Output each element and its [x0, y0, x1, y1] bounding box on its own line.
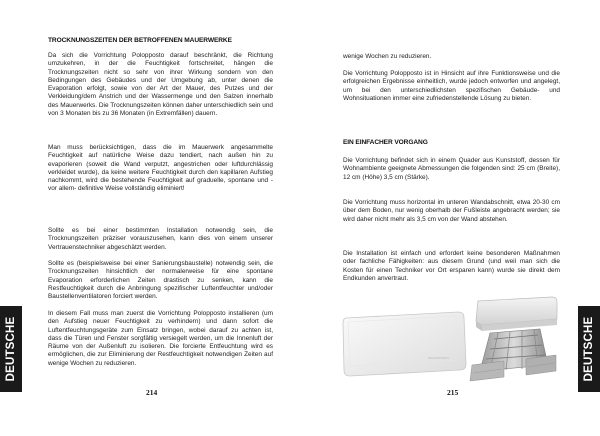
- device-logo: POLOPPOSTO: [428, 356, 449, 360]
- device-bracket-photo: [460, 295, 560, 385]
- page-number: 215: [447, 388, 459, 397]
- side-tab-label: DEUTSCHE: [5, 316, 17, 382]
- paragraph: Die Vorrichtung muss horizontal im unteren Wandabschnitt, etwa 20-30 cm über dem Boden, nur wenig oberhalb der Fußleiste angebracht werden; sie wird daher nicht mehr als 3,5 cm von der Wand abstehen.: [343, 199, 560, 223]
- paragraph: Man muss berücksichtigen, dass die im Mauerwerk angesammelte Feuchtigkeit auf natürliche Weise dazu tendiert, nach außen hin zu evaporieren (soweit die Wand verputzt, angestrichen oder luftdurchlässig verkleidet wurde), da keine weitere Feuchtigkeit durch den kapillaren Aufstieg nachkommt, wird die bestehende Feuchtigkeit auf graduelle, spontane und -vor allem- definitive Weise vollständig eliminiert!: [48, 144, 273, 193]
- paragraph: wenige Wochen zu reduzieren.: [343, 53, 432, 60]
- paragraph: Die Vorrichtung befindet sich in einem Quader aus Kunststoff, dessen für Wohnambiente geeignete Abmessungen die folgenden sind: 25 cm (Breite), 12 cm (Höhe) 3,5 cm (Stärke).: [343, 157, 560, 181]
- side-tab-label: DEUTSCHE: [583, 316, 595, 382]
- page-number: 214: [146, 388, 158, 397]
- paragraph: In diesem Fall muss man zuerst die Vorrichtung Polopposto installieren (um den Aufstieg neuer Feuchtigkeit zu verhindern) und dann sofort die Luftentfeuchtungsgeräte zum Einsatz bringen, wobei darauf zu achten ist, dass die Türen und Fenster sorgfältig versiegelt werden, um die Innenluft der Räume von der Außenluft zu isolieren. Die forcierte Entfeuchtung wird es ermöglichen, die zur Eliminierung der Restfeuchtigkeit notwendigen Zeiten auf wenige Wochen zu reduzieren.: [48, 310, 273, 367]
- device-front-photo: [342, 310, 468, 380]
- section-heading-simple-process: EIN EINFACHER VORGANG: [343, 139, 428, 146]
- language-side-tab: [578, 306, 600, 392]
- paragraph: Da sich die Vorrichtung Polopposto darauf beschränkt, die Richtung umzukehren, in der die Feuchtigkeit fortschreitet, hängen die Trocknungszeiten nicht so sehr von ihrer Wirkung sondern von den Bedingungen des Gebäudes und der Umgebung ab, unter denen die Evaporation erfolgt, sowie von der Art der Mauer, des Putzes und der Verkleidung/dem Anstrich und der Wassermenge und den Salzen innerhalb des Mauerwerks. Die Trocknungszeiten können daher unterschiedlich sein und von 3 Monaten bis zu 36 Monaten (in Extremfällen) dauern.: [48, 52, 273, 117]
- right-page: [300, 0, 600, 436]
- language-side-tab: [0, 306, 22, 392]
- paragraph: Die Vorrichtung Polopposto ist in Hinsicht auf ihre Funktionsweise und die erfolgreichen Ergebnisse einheitlich, wurde jedoch entworfen und angelegt, um bei den unterschiedlichsten spezifischen Gebäude- und Wohnsituationen immer eine zufriedenstellende Lösung zu bieten.: [343, 70, 560, 102]
- paragraph: Die Installation ist einfach und erfordert keine besonderen Maßnahmen oder fachliche Fähigkeiten: aus diesem Grund (und weil man sich die Kosten für einen Techniker vor Ort ersparen kann) wurde sie direkt dem Endkunden anvertraut.: [343, 250, 560, 282]
- paragraph: Sollte es bei einer bestimmten Installation notwendig sein, die Trocknungszeiten präziser vorauszusehen, kann dies von einem unserer Vertrauenstechniker abgeschätzt werden.: [48, 227, 273, 251]
- section-heading-drying-times: TROCKNUNGSZEITEN DER BETROFFENEN MAUERWERKE: [48, 37, 232, 44]
- paragraph: Sollte es (beispielsweise bei einer Sanierungsbaustelle) notwendig sein, die Trocknungszeiten hinsichtlich der normalerweise für eine spontane Evaporation erforderlichen Zeiten drastisch zu senken, kann die Restfeuchtigkeit durch die Anbringung spezifischer Luftentfeuchter und/oder Baustellenventilatoren forciert werden.: [48, 260, 273, 300]
